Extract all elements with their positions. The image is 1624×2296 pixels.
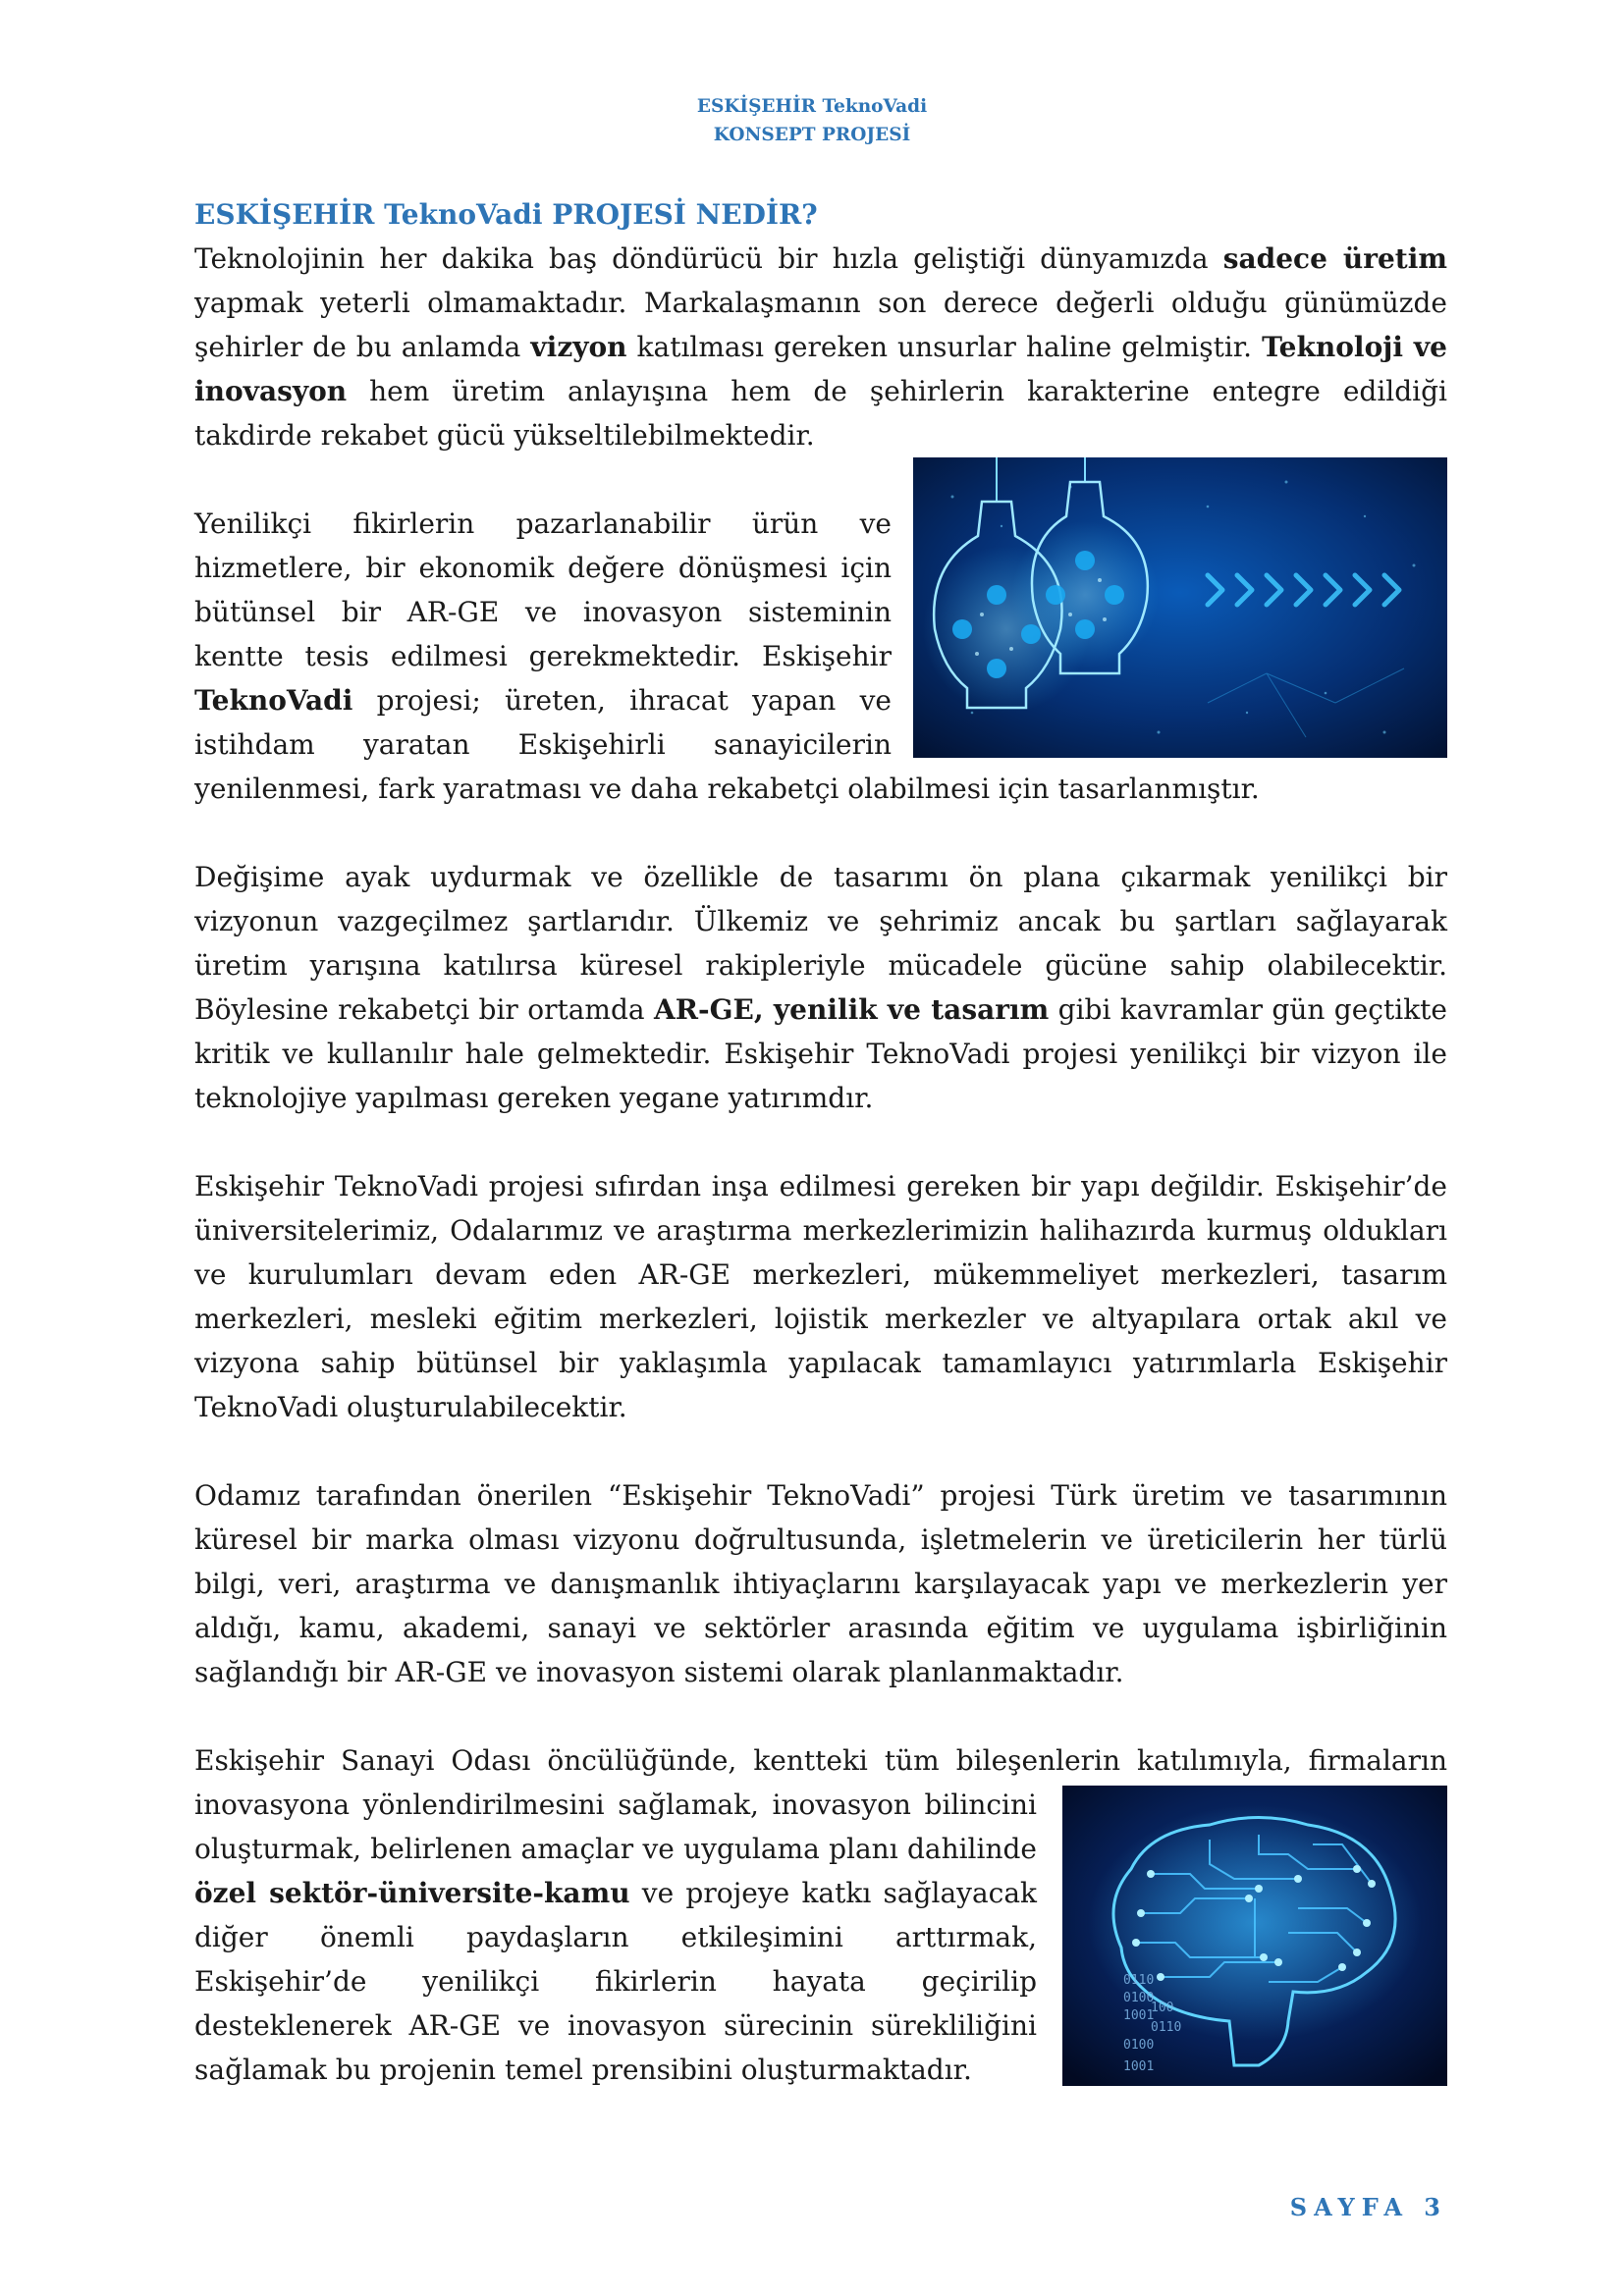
circuit-brain-image: [1062, 1786, 1447, 2086]
page-header: [0, 92, 1624, 149]
paragraph-3: Değişime ayak uydurmak ve özellikle de tasarımı ön plana çıkarmak yenilikçi bir vizyonun vazgeçilmez şartlarıdır. Ülkemiz ve şehrimiz ancak bu şartları sağlayarak üretim yarışına katılırsa küresel rakipleriyle mücadele gücüne sahip olabilecektir. Böylesine rekabetçi bir ortamda AR-GE, yenilik ve tasarım gibi kavramlar gün geçtikte kritik ve kullanılır hale gelmektedir. Eskişehir TeknoVadi projesi yenilikçi bir vizyon ile teknolojiye yapılması gereken yegane yatırımdır.: [194, 861, 1447, 1114]
page-number: SAYFA 3: [1289, 2193, 1447, 2221]
binary-digits-3: 1001: [1123, 2008, 1155, 2023]
paragraph-5: Odamız tarafından önerilen “Eskişehir TeknoVadi” projesi Türk üretim ve tasarımının küresel bir marka olması vizyonu doğrultusunda, işletmelerin ve üreticilerin her türlü bilgi, veri, araştırma ve danışmanlık ihtiyaçlarını karşılayacak yapı ve merkezlerin yer aldığı, kamu, akademi, sanayi ve sektörler arasında eğitim ve uygulama işbirliğinin sağlandığı bir AR-GE ve inovasyon sistemi olarak planlanmaktadır.: [194, 1479, 1447, 1688]
binary-digits-1: 0110: [1123, 1973, 1155, 1988]
lightbulb-technology-image: [913, 457, 1447, 758]
paragraph-2: Yenilikçi fikirlerin pazarlanabilir ürün ve hizmetlere, bir ekonomik değere dönüşmesi için bütünsel bir AR-GE ve inovasyon sisteminin kentte tesis edilmesi gerekmektedir. Eskişehir TeknoVadi projesi; üreten, ihracat yapan ve istihdam yaratan Eskişehirli sanayicilerin yenilenmesi, fark yaratması ve daha rekabetçi olabilmesi için tasarlanmıştır.: [194, 507, 1260, 805]
binary-digits-4: 100: [1151, 2001, 1174, 2015]
binary-digits-7: 1001: [1123, 2059, 1155, 2074]
paragraph-4: Eskişehir TeknoVadi projesi sıfırdan inşa edilmesi gereken bir yapı değildir. Eskişehir’de üniversitelerimiz, Odalarımız ve araştırma merkezlerimizin halihazırda kurmuş oldukları ve kurulumları devam eden AR-GE merkezleri, mükemmeliyet merkezleri, tasarım merkezleri, mesleki eğitim merkezleri, lojistik merkezler ve altyapılara ortak akıl ve vizyona sahip bütünsel bir yaklaşımla yapılacak tamamlayıcı yatırımlarla Eskişehir TeknoVadi oluşturulabilecektir.: [194, 1170, 1447, 1423]
document-body: [194, 192, 1447, 2136]
paragraph-1: Teknolojinin her dakika baş döndürücü bir hızla geliştiği dünyamızda sadece üretim yapmak yeterli olmamaktadır. Markalaşmanın son derece değerli olduğu günümüzde şehirler de bu anlamda vizyon katılması gereken unsurlar haline gelmiştir. Teknoloji ve inovasyon hem üretim anlayışına hem de şehirlerin karakterine entegre edildiği takdirde rekabet gücü yükseltilebilmektedir.: [194, 242, 1447, 452]
header-line-1: ESKİŞEHİR TeknoVadi: [696, 96, 928, 117]
paragraph-6: Eskişehir Sanayi Odası öncülüğünde, kentteki tüm bileşenlerin katılımıyla, firmaların 0110 0100 1001 100 0110 0100 1001 inovasyona yönlendirilmesini sağlamak, inovasyon bilincini oluşturmak, belirlenen amaçlar ve uygulama planı dahilinde özel sektör-üniversite-kamu ve projeye katkı sağlayacak diğer önemli paydaşların etkileşimini arttırmak, Eskişehir’de yenilikçi fikirlerin hayata geçirilip desteklenerek AR-GE ve inovasyon sürecinin sürekliliğini sağlamak bu projenin temel prensibini oluşturmaktadır.: [194, 1744, 1447, 2086]
binary-digits-2: 0100: [1123, 1991, 1155, 2005]
binary-digits-5: 0110: [1151, 2020, 1182, 2035]
binary-digits-6: 0100: [1123, 2038, 1155, 2053]
header-line-2: KONSEPT PROJESİ: [713, 125, 911, 145]
section-title: ESKİŞEHİR TeknoVadi PROJESİ NEDİR?: [194, 198, 818, 231]
